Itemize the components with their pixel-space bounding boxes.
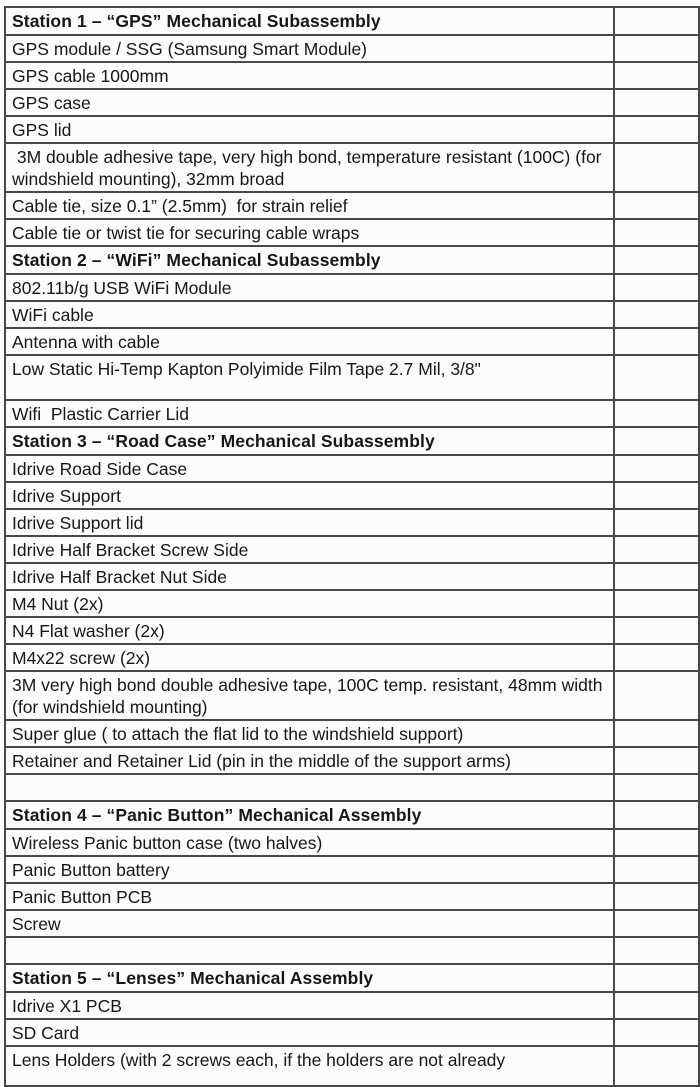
table-row xyxy=(5,883,699,910)
table-row xyxy=(5,856,699,883)
station-header-label: Station 3 – “Road Case” Mechanical Subassembly xyxy=(5,427,614,455)
item-label: Super glue ( to attach the flat lid to the windshield support) xyxy=(5,720,614,747)
item-label: GPS lid xyxy=(5,116,614,143)
table-row xyxy=(5,355,699,400)
table-row xyxy=(5,720,699,747)
item-label: Idrive Road Side Case xyxy=(5,455,614,482)
check-cell xyxy=(614,143,699,192)
scanned-parts-checklist-page xyxy=(0,6,700,1080)
check-cell xyxy=(614,427,699,455)
check-cell xyxy=(614,35,699,62)
item-label: N4 Flat washer (2x) xyxy=(5,617,614,644)
table-row-station-header xyxy=(5,964,699,992)
item-label: SD Card xyxy=(5,1019,614,1046)
check-cell xyxy=(614,590,699,617)
table-row-station-header xyxy=(5,7,699,35)
table-row-station-header xyxy=(5,427,699,455)
check-cell xyxy=(614,455,699,482)
empty-cell xyxy=(5,774,614,801)
table-row xyxy=(5,563,699,590)
table-row xyxy=(5,328,699,355)
check-cell xyxy=(614,563,699,590)
check-cell xyxy=(614,482,699,509)
table-row xyxy=(5,829,699,856)
check-cell xyxy=(614,62,699,89)
check-cell xyxy=(614,89,699,116)
check-cell xyxy=(614,192,699,219)
table-row xyxy=(5,536,699,563)
table-row xyxy=(5,455,699,482)
item-label: Cable tie, size 0.1” (2.5mm) for strain relief xyxy=(5,192,614,219)
item-label: Antenna with cable xyxy=(5,328,614,355)
check-cell xyxy=(614,219,699,246)
table-row xyxy=(5,192,699,219)
table-row xyxy=(5,617,699,644)
table-row xyxy=(5,301,699,328)
item-label: GPS module / SSG (Samsung Smart Module) xyxy=(5,35,614,62)
item-label: Cable tie or twist tie for securing cable wraps xyxy=(5,219,614,246)
check-cell xyxy=(614,246,699,274)
check-cell xyxy=(614,536,699,563)
check-cell xyxy=(614,355,699,400)
item-label: 802.11b/g USB WiFi Module xyxy=(5,274,614,301)
item-label: Panic Button PCB xyxy=(5,883,614,910)
item-label: WiFi cable xyxy=(5,301,614,328)
check-cell xyxy=(614,937,699,964)
check-cell xyxy=(614,400,699,427)
table-row xyxy=(5,219,699,246)
table-row xyxy=(5,116,699,143)
table-row-station-header xyxy=(5,801,699,829)
table-row xyxy=(5,35,699,62)
item-label: Lens Holders (with 2 screws each, if the holders are not already xyxy=(5,1046,614,1086)
check-cell xyxy=(614,644,699,671)
item-label: 3M very high bond double adhesive tape, 100C temp. resistant, 48mm width (for windshield mounting) xyxy=(5,671,614,720)
table-row xyxy=(5,747,699,774)
station-header-label: Station 2 – “WiFi” Mechanical Subassembly xyxy=(5,246,614,274)
check-cell xyxy=(614,1046,699,1086)
parts-checklist-table xyxy=(4,6,700,1087)
table-row xyxy=(5,143,699,192)
check-cell xyxy=(614,992,699,1019)
item-label: GPS cable 1000mm xyxy=(5,62,614,89)
table-row xyxy=(5,644,699,671)
check-cell xyxy=(614,720,699,747)
check-cell xyxy=(614,509,699,536)
check-cell xyxy=(614,747,699,774)
check-cell xyxy=(614,116,699,143)
item-label: 3M double adhesive tape, very high bond, temperature resistant (100C) (for windshield mounting), 32mm broad xyxy=(5,143,614,192)
check-cell xyxy=(614,910,699,937)
item-label: Panic Button battery xyxy=(5,856,614,883)
item-label: M4 Nut (2x) xyxy=(5,590,614,617)
table-row xyxy=(5,671,699,720)
table-row xyxy=(5,992,699,1019)
item-label: Idrive X1 PCB xyxy=(5,992,614,1019)
check-cell xyxy=(614,7,699,35)
check-cell xyxy=(614,1019,699,1046)
check-cell xyxy=(614,856,699,883)
check-cell xyxy=(614,883,699,910)
item-label: Idrive Support lid xyxy=(5,509,614,536)
table-row xyxy=(5,89,699,116)
check-cell xyxy=(614,671,699,720)
check-cell xyxy=(614,301,699,328)
check-cell xyxy=(614,801,699,829)
table-row xyxy=(5,590,699,617)
table-row xyxy=(5,482,699,509)
table-row xyxy=(5,62,699,89)
table-row xyxy=(5,274,699,301)
table-row-station-header xyxy=(5,246,699,274)
item-label: GPS case xyxy=(5,89,614,116)
item-label: Screw xyxy=(5,910,614,937)
item-label: Idrive Half Bracket Screw Side xyxy=(5,536,614,563)
station-header-label: Station 4 – “Panic Button” Mechanical Assembly xyxy=(5,801,614,829)
check-cell xyxy=(614,774,699,801)
item-label: Wifi Plastic Carrier Lid xyxy=(5,400,614,427)
item-label: M4x22 screw (2x) xyxy=(5,644,614,671)
station-header-label: Station 1 – “GPS” Mechanical Subassembly xyxy=(5,7,614,35)
station-header-label: Station 5 – “Lenses” Mechanical Assembly xyxy=(5,964,614,992)
check-cell xyxy=(614,617,699,644)
table-row xyxy=(5,1046,699,1086)
item-label: Retainer and Retainer Lid (pin in the middle of the support arms) xyxy=(5,747,614,774)
check-cell xyxy=(614,829,699,856)
empty-cell xyxy=(5,937,614,964)
check-cell xyxy=(614,328,699,355)
table-row xyxy=(5,1019,699,1046)
table-row xyxy=(5,910,699,937)
item-label: Wireless Panic button case (two halves) xyxy=(5,829,614,856)
table-row-spacer xyxy=(5,774,699,801)
table-row-spacer xyxy=(5,937,699,964)
item-label: Idrive Half Bracket Nut Side xyxy=(5,563,614,590)
item-label: Low Static Hi-Temp Kapton Polyimide Film Tape 2.7 Mil, 3/8" xyxy=(5,355,614,400)
check-cell xyxy=(614,964,699,992)
check-cell xyxy=(614,274,699,301)
item-label: Idrive Support xyxy=(5,482,614,509)
table-row xyxy=(5,509,699,536)
table-row xyxy=(5,400,699,427)
